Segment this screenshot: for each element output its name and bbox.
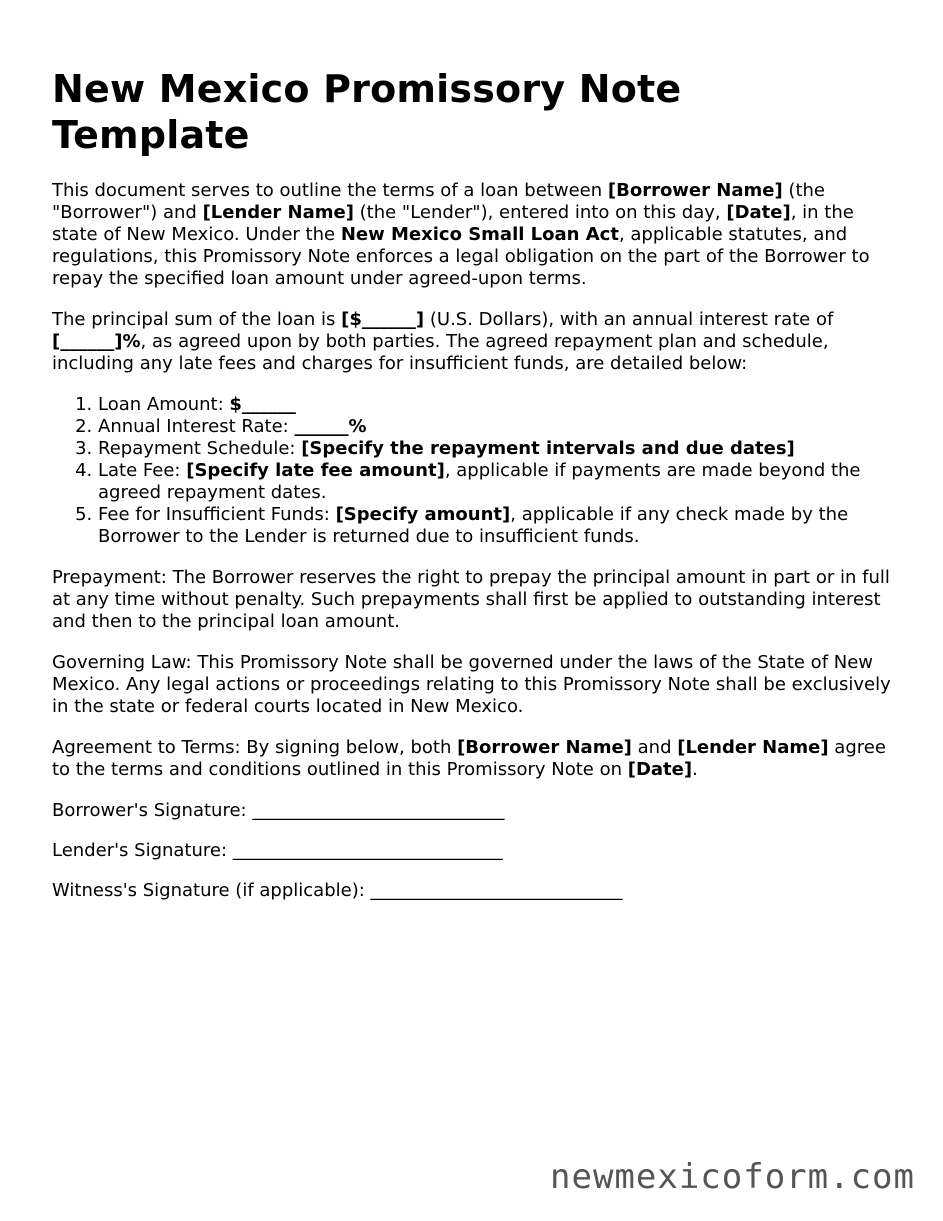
witness-signature-line: Witness's Signature (if applicable): ____________________________ <box>52 880 623 901</box>
principal-text-1: The principal sum of the loan is <box>52 309 342 330</box>
principal-text-2: (U.S. Dollars), with an annual interest rate of <box>424 309 834 330</box>
agreement-text-2: and <box>631 737 678 758</box>
list-item-value: [Specify late fee amount] <box>186 460 445 481</box>
intro-text-3: (the "Lender"), entered into on this day, <box>353 202 727 223</box>
date-placeholder: [Date] <box>627 759 693 780</box>
terms-list <box>52 394 892 548</box>
agreement-paragraph <box>52 737 892 781</box>
page-title: New Mexico Promissory Note Template <box>52 67 682 157</box>
intro-text-4: , in the state of New Mexico. Under the <box>52 202 854 245</box>
list-item-insufficient-funds <box>98 504 892 548</box>
list-item-rest: , applicable if any check made by the Borrower to the Lender is returned due to insufficient funds. <box>98 504 849 547</box>
interest-rate-placeholder: [______]% <box>52 331 141 352</box>
list-item-late-fee <box>98 460 892 504</box>
lender-signature-line: Lender's Signature: ______________________________ <box>52 840 503 861</box>
list-item-value: ______% <box>294 416 367 437</box>
list-item-repayment-schedule <box>98 438 892 460</box>
lender-name-placeholder: [Lender Name] <box>202 202 354 223</box>
borrower-signature-line: Borrower's Signature: ____________________________ <box>52 800 505 821</box>
list-item-label: Fee for Insufficient Funds: <box>98 504 336 525</box>
list-item-label: Loan Amount: <box>98 394 230 415</box>
list-item-interest-rate <box>98 416 892 438</box>
intro-paragraph <box>52 180 892 290</box>
footer-watermark: newmexicoform.com <box>550 1157 915 1197</box>
borrower-name-placeholder: [Borrower Name] <box>457 737 632 758</box>
list-item-rest: , applicable if payments are made beyond the agreed repayment dates. <box>98 460 861 503</box>
prepayment-paragraph: Prepayment: The Borrower reserves the right to prepay the principal amount in part or in full at any time without penalty. Such prepayments shall first be applied to outstanding interest and then to the principal loan amount. <box>52 567 890 632</box>
agreement-text-4: . <box>692 759 698 780</box>
intro-text-2: (the "Borrower") and <box>52 180 825 223</box>
agreement-text-3: agree to the terms and conditions outlined in this Promissory Note on <box>52 737 886 780</box>
principal-amount-placeholder: [$______] <box>341 309 425 330</box>
agreement-text-1: Agreement to Terms: By signing below, both <box>52 737 458 758</box>
document-page <box>52 66 892 920</box>
date-placeholder: [Date] <box>726 202 791 223</box>
list-item-value: [Specify amount] <box>335 504 511 525</box>
principal-text-3: , as agreed upon by both parties. The agreed repayment plan and schedule, including any late fees and charges for insufficient funds, are detailed below: <box>52 331 829 374</box>
governing-law-paragraph: Governing Law: This Promissory Note shall be governed under the laws of the State of New Mexico. Any legal actions or proceedings relating to this Promissory Note shall be exclusively in the state or federal courts located in New Mexico. <box>52 652 891 717</box>
list-item-label: Late Fee: <box>98 460 187 481</box>
list-item-label: Repayment Schedule: <box>98 438 302 459</box>
intro-text-1: This document serves to outline the terms of a loan between <box>52 180 608 201</box>
principal-paragraph <box>52 309 892 375</box>
list-item-value: [Specify the repayment intervals and due dates] <box>301 438 795 459</box>
small-loan-act: New Mexico Small Loan Act <box>340 224 619 245</box>
borrower-name-placeholder: [Borrower Name] <box>607 180 783 201</box>
lender-name-placeholder: [Lender Name] <box>677 737 829 758</box>
list-item-label: Annual Interest Rate: <box>98 416 295 437</box>
intro-text-5: , applicable statutes, and regulations, this Promissory Note enforces a legal obligation on the part of the Borrower to repay the specified loan amount under agreed-upon terms. <box>52 224 870 289</box>
list-item-value: $______ <box>229 394 296 415</box>
list-item-loan-amount <box>98 394 892 416</box>
